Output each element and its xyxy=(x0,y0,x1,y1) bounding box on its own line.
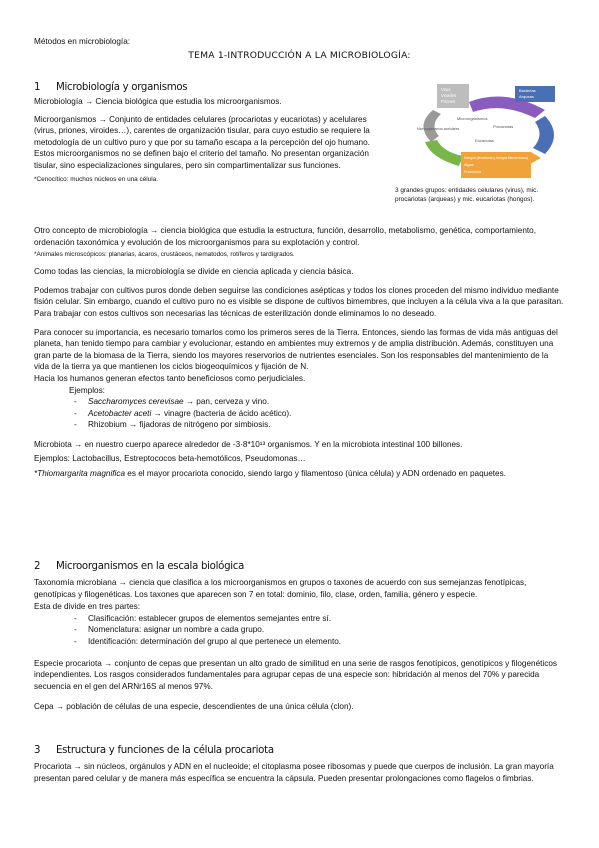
paragraph xyxy=(34,468,564,480)
footnote: *Cenocítico: muchos núcleos en una célula. xyxy=(34,175,158,183)
section-heading-text: Estructura y funciones de la célula procariota xyxy=(56,745,274,756)
fig-label-acelulares: Microorganismos acelulares xyxy=(417,127,460,131)
paragraph: Hacia los humanos generan efectos tanto beneficiosos como perjudiciales. xyxy=(34,373,306,383)
fig-label-virus: Virus xyxy=(441,87,451,92)
fig-label-hongos: Hongos (levaduras y hongos filamentosos) xyxy=(464,156,529,160)
paragraph: Procariota → sin núcleos, orgánulos y ADN en el nucleoide; el citoplasma posee ribosomas y puede que cuerpos de inclusión. La gran mayoría presentan pared celular y de manera más específica se encuentra la cápsula. Pueden presentar prolongaciones como flagelos o fimbrias. xyxy=(34,762,554,783)
section-heading-3 xyxy=(34,745,274,756)
paragraph: Podemos trabajar con cultivos puros donde deben seguirse las condiciones asépticas y todos los clones proceden del mismo individuo mediante fisión celular. Sin embargo, cuando el cultivo puro no es visible se dispone de cultivos bimembres, que incluyen a la célula viva a la que parasitan. Para trabajar con estos cultivos son necesarias las técnicas de esterilización donde eliminamos lo no deseado. xyxy=(34,285,564,318)
fig-label-viroides: Viroides xyxy=(441,93,457,98)
paragraph: Esta de divide en tres partes: xyxy=(34,602,141,612)
section-1-intro xyxy=(34,96,379,184)
section-3-body xyxy=(34,761,564,784)
list-item: - Rhizobium → fijadoras de nitrógeno por simbiosis. xyxy=(74,420,271,430)
section-number: 3 xyxy=(34,745,41,756)
fig-label-procariotas: Procariotas xyxy=(493,124,514,129)
list-item: - Identificación: determinación del grupo al que pertenece un elemento. xyxy=(74,636,342,646)
species-name: Rhizobium xyxy=(88,420,127,430)
paragraph: Taxonomía microbiana → ciencia que clasifica a los microorganismos en grupos o taxones de acuerdo con sus semejanzas fenotípicas, genotípicas y filogenéticas. Los taxones que aparecen son 7 en total: dominio, filo, clase, orden, familia, género y especie. xyxy=(34,578,527,599)
paragraph: Otro concepto de microbiología → ciencia biológica que estudia la estructura, función, desarrollo, metabolismo, genética, comportamiento, ordenación taxonómica y evolución de los microorganismos para su explotación y control. xyxy=(34,226,536,247)
list-text: → fijadoras de nitrógeno por simbiosis. xyxy=(126,420,271,430)
species-name: Saccharomyces cerevisae xyxy=(88,397,184,407)
paragraph: Cepa → población de células de una especie, descendientes de una única célula (clon). xyxy=(34,702,354,712)
list-text: : asignar un nombre a cada grupo. xyxy=(138,625,265,635)
list-text: → vinagre (bacteria de ácido acético). xyxy=(151,408,292,418)
species-name: *Thiomargarita magnifica xyxy=(34,469,126,479)
paragraph: Como todas las ciencias, la microbiología se divide en ciencia aplicada y ciencia básica. xyxy=(34,267,354,277)
paragraph: Especie procariota → conjunto de cepas que presentan un alto grado de similitud en una serie de rasgos fenotípicos, genotípicos y filogenéticos independientes. Los rasgos considerados fundamentales para agrupar cepas de una especie son: hibridación al menos del 70% y parecida secuencia en el gen del ARNr16S al menos 97%. xyxy=(34,658,557,691)
list-item: - Clasificación: establecer grupos de elementos semejantes entre sí. xyxy=(74,613,332,623)
paragraph: Para conocer su importancia, es necesario tomarlos como los primeros seres de la Tierra. Entonces, siendo las formas de vida más antiguas del planeta, han tenido tiempo para cambiar y evolucionar, estando en ambientes muy extremos y de amplia distribución. Además, constituyen una gran parte de la biomasa de la Tierra, siendo los mayores reservorios de nutrientes esenciales. Son los responsables del mantenimiento de la vida de la tierra ya que mantienen los ciclos biogeoquímicos y fijación de N. xyxy=(34,327,558,372)
green-arrow xyxy=(425,140,463,166)
section-heading-text: Microorganismos en la escala biológica xyxy=(56,561,245,572)
figure-caption: 3 grandes grupos: entidades celulares (virus), mic. procariotas (arqueas) y mic. eucariotas (hongos). xyxy=(395,187,539,203)
fig-label-priones: Priones xyxy=(441,99,456,104)
list-item: - Nomenclatura: asignar un nombre a cada grupo. xyxy=(74,625,265,635)
list-text: → pan, cerveza y vino. xyxy=(183,397,270,407)
blue-arrow xyxy=(533,116,554,154)
term: Identificación xyxy=(88,636,136,646)
species-name: Acetobacter aceti xyxy=(88,408,152,418)
paragraph: Microbiota → en nuestro cuerpo aparece alrededor de -3·8*10¹³ organismos. Y en la microbiota intestinal 100 billones. xyxy=(34,439,463,449)
list-item: - Acetobacter aceti → vinagre (bacteria de ácido acético). xyxy=(74,408,292,418)
section-2-body xyxy=(34,577,564,713)
section-number: 1 xyxy=(34,82,41,93)
fig-label-eucariotas: Eucariotas xyxy=(475,138,494,143)
fig-label-algas: Algas xyxy=(464,163,474,167)
taxonomy-parts-list xyxy=(34,613,564,648)
grey-arrow xyxy=(423,110,441,142)
section-heading-text: Microbiología y organismos xyxy=(56,82,188,93)
list-text: : determinación del grupo al que pertenece un elemento. xyxy=(135,636,342,646)
microorganisms-diagram xyxy=(395,80,565,185)
paragraph-text: es el mayor procariota conocido, siendo largo y filamentoso (única célula) y ADN ordenado en paquetes. xyxy=(125,469,506,479)
fig-label-microorganisms: Microorganismos xyxy=(457,116,488,121)
section-heading-1 xyxy=(34,82,187,93)
paragraph: Ejemplos: Lactobacillus, Estreptococos beta-hemotólicos, Pseudomonas… xyxy=(34,453,306,463)
examples-list xyxy=(34,396,564,431)
fig-label-protozoos: Protozoos xyxy=(464,170,482,174)
page-header: Métodos en microbiología: xyxy=(34,37,131,46)
section-heading-2 xyxy=(34,561,244,572)
fig-label-bacterias: Bacterias xyxy=(519,88,536,93)
footnote: *Animales microscópicos: planarias, ácaros, crustáceos, nematodos, rotíferos y tardígrados. xyxy=(34,251,295,259)
term: Clasificación xyxy=(88,613,134,623)
fig-label-arqueas: Arqueas xyxy=(519,94,534,99)
list-text: : establecer grupos de elementos semejantes entre sí. xyxy=(133,613,332,623)
list-item: - Saccharomyces cerevisae → pan, cerveza y vino. xyxy=(74,397,270,407)
section-1-body xyxy=(34,225,564,480)
section-number: 2 xyxy=(34,561,41,572)
examples-label: Ejemplos: xyxy=(69,385,105,395)
paragraph: Microbiología → Ciencia biológica que estudia los microorganismos. xyxy=(34,97,282,106)
page-title: TEMA 1-INTRODUCCIÓN A LA MICROBIOLOGÍA: xyxy=(188,50,411,61)
term: Nomenclatura xyxy=(88,625,139,635)
paragraph: Estos microorganismos no se definen bajo el criterio del tamaño. No presentan organización tisular, sino especializaciones singulares, pero sin compartimentalizar sus funciones. xyxy=(34,149,369,170)
paragraph: Microorganismos → Conjunto de entidades celulares (procariotas y eucariotas) y acelulares (virus, priones, viroides…), carentes de organización tisular, para cuyo estudio se requiere la metodología de un cultivo puro y que por su tamaño escapa a la percepción del ojo humano. xyxy=(34,114,370,147)
